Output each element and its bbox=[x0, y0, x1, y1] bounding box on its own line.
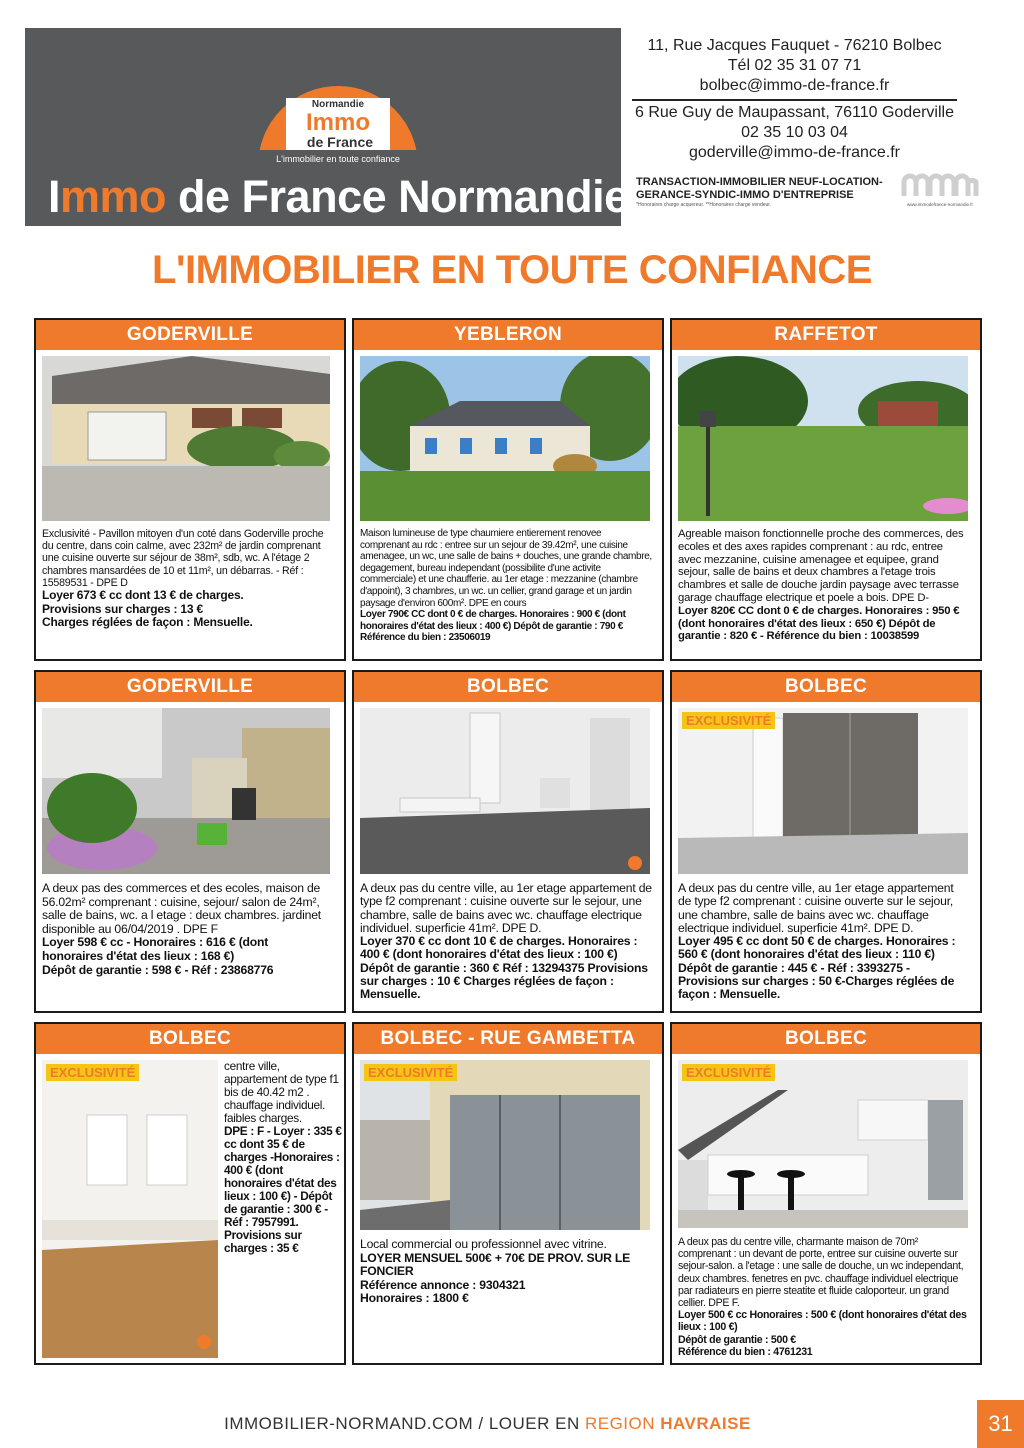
rent-line: Loyer 598 € cc - Honoraires : 616 € (dont honoraires d'état des lieux : 168 €) bbox=[42, 935, 269, 963]
listing-photo[interactable] bbox=[678, 1060, 968, 1228]
listing-description bbox=[678, 882, 968, 1002]
listing-photo[interactable] bbox=[360, 708, 650, 874]
listing-title: BOLBEC bbox=[36, 1024, 344, 1054]
listing-card[interactable] bbox=[670, 318, 982, 661]
listing-description bbox=[224, 1060, 342, 1255]
footer-separator: / bbox=[473, 1414, 489, 1433]
charges-schedule-line: Charges réglées de façon : Mensuelle. bbox=[42, 615, 253, 630]
listing-photo[interactable] bbox=[42, 356, 330, 521]
listing-card[interactable] bbox=[352, 318, 664, 661]
mini-brand-logo bbox=[900, 168, 980, 210]
brand-name: Immo de France Normandie bbox=[48, 171, 629, 222]
listing-card[interactable] bbox=[670, 670, 982, 1013]
services-line-1: TRANSACTION-IMMOBILIER NEUF-LOCATION- bbox=[636, 176, 883, 188]
listing-card[interactable] bbox=[34, 670, 346, 1013]
listing-photo[interactable] bbox=[678, 356, 968, 521]
footer-site[interactable]: IMMOBILIER-NORMAND.COM bbox=[224, 1414, 474, 1433]
listing-card[interactable] bbox=[670, 1022, 982, 1365]
logo-main-text: Immo bbox=[305, 109, 371, 136]
exclusivity-badge: EXCLUSIVITÉ bbox=[364, 1064, 457, 1081]
exclusivity-badge: EXCLUSIVITÉ bbox=[46, 1064, 139, 1081]
listing-description bbox=[360, 528, 652, 644]
description-text: A deux pas des commerces et des ecoles, maison de 56.02m² comprenant : cuisine, sejour/ salon de 24m², salle de bains, wc. a l etage : deux chambres. jardinet disponible au 06/04/2019 . DPE F bbox=[42, 881, 321, 936]
fees-line: Honoraires : 1800 € bbox=[360, 1291, 469, 1305]
bolbec-phone: Tél 02 35 31 07 71 bbox=[727, 57, 862, 74]
listing-description bbox=[360, 882, 652, 1002]
listing-title: GODERVILLE bbox=[36, 320, 344, 350]
bolbec-address: 11, Rue Jacques Fauquet - 76210 Bolbec bbox=[647, 37, 942, 54]
listing-title: BOLBEC bbox=[672, 672, 980, 702]
page-tagline: L'IMMOBILIER EN TOUTE CONFIANCE bbox=[152, 248, 872, 292]
goderville-phone: 02 35 10 03 04 bbox=[741, 124, 848, 141]
logo-slogan-text: L'immobilier en toute confiance bbox=[276, 154, 400, 164]
description-text: Exclusivité - Pavillon mitoyen d'un coté dans Goderville proche du centre, dans coin calme, avec 232m² de jardin comprenant une cuisine ouverte sur séjour de 38m², sdb, wc. A l'étage 2 chambres mansardées de 10 et 11m², un débarras. - Réf : 15589531 - DPE D bbox=[42, 528, 324, 589]
mini-logo-url: www.immodefrance-normandie.fr bbox=[906, 202, 974, 207]
listing-title: BOLBEC - RUE GAMBETTA bbox=[354, 1024, 662, 1054]
exclusivity-badge: EXCLUSIVITÉ bbox=[682, 1064, 775, 1081]
rent-line: Loyer 820€ CC dont 0 € de charges. Honoraires : 950 € (dont honoraires d'état des lieux : 650 €) Dépôt de garantie : 820 € - Référence du bien : 10038599 bbox=[678, 604, 960, 643]
rent-line: Loyer 495 € cc dont 50 € de charges. Honoraires : 560 € (dont honoraires d'état des lieux : 110 €) Dépôt de garantie : 445 € - Réf : 3393275 - Provisions sur charges : 50 €-Charges réglées de façon : Mensuelle. bbox=[678, 934, 956, 1002]
description-text: A deux pas du centre ville, au 1er etage appartement de type f2 comprenant : cuisine ouverte sur le sejour, une chambre, salle de bains avec wc. chauffage electrique individuel. superficie 41m². DPE D. bbox=[678, 881, 954, 935]
logo-top-text: Normandie bbox=[311, 99, 365, 110]
footer-havraise: HAVRAISE bbox=[660, 1414, 751, 1433]
services-list bbox=[636, 176, 906, 209]
listing-description bbox=[360, 1238, 652, 1306]
listing-card[interactable] bbox=[34, 318, 346, 661]
description-text: A deux pas du centre ville, charmante maison de 70m² comprenant : un devant de porte, entree sur cuisine ouverte sur sejour-salon. a l'etage : une salle de douche, un wc independant, deux chambres. fenetres en pvc. chauffage individuel electrique par radiateurs en pierre steatite et fluide caloporteur. un grand cellier. DPE F. bbox=[678, 1236, 964, 1310]
listing-title: BOLBEC bbox=[672, 1024, 980, 1054]
listing-card[interactable] bbox=[352, 1022, 664, 1365]
bolbec-email: bolbec@immo-de-france.fr bbox=[699, 77, 890, 94]
footer-region: REGION bbox=[584, 1414, 661, 1433]
rent-line: Loyer 790€ CC dont 0 € de charges. Honoraires : 900 € (dont honoraires d'état des lieux : 400 €) Dépôt de garantie : 790 € Référence du bien : 23506019 bbox=[360, 609, 626, 644]
description-text: Maison lumineuse de type chaumiere entierement renovee comprenant au rdc : entree sur un sejour de 39.42m², une cuisine amenagee, un wc, une salle de bains + douches, une grande chambre, degagement, bureau independant (possibilite d'une activite commerciale) et une chaufferie. au 1er etage : mezzanine (chambre d'appoint), 3 chambres, un wc. un cellier, grand garage et un jardin paysage d'environ 600m². DPE en cours bbox=[360, 528, 652, 609]
listing-photo[interactable] bbox=[42, 1060, 218, 1358]
reference-line: Référence annonce : 9304321 bbox=[360, 1277, 526, 1292]
exclusivity-badge: EXCLUSIVITÉ bbox=[682, 712, 775, 729]
rent-line: Loyer 370 € cc dont 10 € de charges. Honoraires : 400 € (dont honoraires d'état des lieux : 100 €) Dépôt de garantie : 360 € Réf : 13294375 Provisions sur charges : 10 € Charges réglées de façon : Mensuelle. bbox=[360, 934, 648, 1002]
listing-photo[interactable] bbox=[42, 708, 330, 874]
page-footer bbox=[0, 1414, 975, 1434]
listing-card[interactable] bbox=[352, 670, 664, 1013]
listing-title: BOLBEC bbox=[354, 672, 662, 702]
logo-sub-text: de France bbox=[306, 134, 374, 150]
rent-line: Loyer 500 € cc Honoraires : 500 € (dont honoraires d'état des lieux : 100 €) bbox=[678, 1309, 967, 1334]
listing-description bbox=[678, 1236, 970, 1358]
deposit-line: Dépôt de garantie : 598 € - Réf : 23868776 bbox=[42, 962, 274, 977]
listing-description bbox=[42, 882, 332, 977]
description-text: A deux pas du centre ville, au 1er etage appartement de type f2 comprenant : cuisine ouverte sur le sejour, une chambre, salle de bains avec wc. chauffage electrique individuel. superficie 41m². DPE D. bbox=[360, 881, 652, 935]
services-footnote: *Honoraires charge acquereur. **Honoraires charge vendeur. bbox=[636, 202, 772, 208]
reference-line: Référence du bien : 4761231 bbox=[678, 1345, 813, 1358]
deposit-line: Dépôt de garantie : 500 € bbox=[678, 1333, 796, 1346]
goderville-email: goderville@immo-de-france.fr bbox=[689, 144, 900, 161]
listing-title: GODERVILLE bbox=[36, 672, 344, 702]
listing-card[interactable] bbox=[34, 1022, 346, 1365]
listing-title: YEBLERON bbox=[354, 320, 662, 350]
listing-photo[interactable] bbox=[678, 708, 968, 874]
services-line-2: GERANCE-SYNDIC-IMMO D'ENTREPRISE bbox=[636, 189, 854, 201]
goderville-address: 6 Rue Guy de Maupassant, 76110 Goderville bbox=[634, 104, 954, 121]
charges-line: Provisions sur charges : 13 € bbox=[42, 601, 203, 616]
agency-contact-block bbox=[632, 36, 957, 163]
rent-line: Loyer 673 € cc dont 13 € de charges. bbox=[42, 588, 244, 603]
immo-de-france-logo bbox=[248, 58, 428, 168]
description-text: Agreable maison fonctionnelle proche des commerces, des ecoles et des axes rapides comprenant : au rdc, entree avec mezzanine, cuisine amenagee et equipee, grand sejour, salle de bains et deux chambres a l'etage trois chambres et salle de douche jardin paysage avec terrasse garage chauffage electrique et poele a bois. DPE D- bbox=[678, 528, 964, 604]
description-text: Local commercial ou professionnel avec vitrine. bbox=[360, 1237, 607, 1251]
listing-title: RAFFETOT bbox=[672, 320, 980, 350]
page-number: 31 bbox=[977, 1400, 1024, 1448]
contact-divider bbox=[632, 99, 957, 101]
description-text: centre ville, appartement de type f1 bis de 40.42 m2 . chauffage individuel. faibles charges. bbox=[224, 1059, 339, 1125]
listing-description bbox=[678, 528, 968, 643]
listing-photo[interactable] bbox=[360, 1060, 650, 1230]
rent-line: DPE : F - Loyer : 335 € cc dont 35 € de charges -Honoraires : 400 € (dont honoraires d'état des lieux : 100 €) - Dépôt de garantie : 300 € - Réf : 7957991. Provisions sur charges : 35 € bbox=[224, 1124, 342, 1255]
footer-louer: LOUER EN bbox=[488, 1414, 585, 1433]
rent-line: LOYER MENSUEL 500€ + 70€ DE PROV. SUR LE FONCIER bbox=[360, 1250, 631, 1278]
listing-photo[interactable] bbox=[360, 356, 650, 521]
listing-description bbox=[42, 528, 332, 630]
